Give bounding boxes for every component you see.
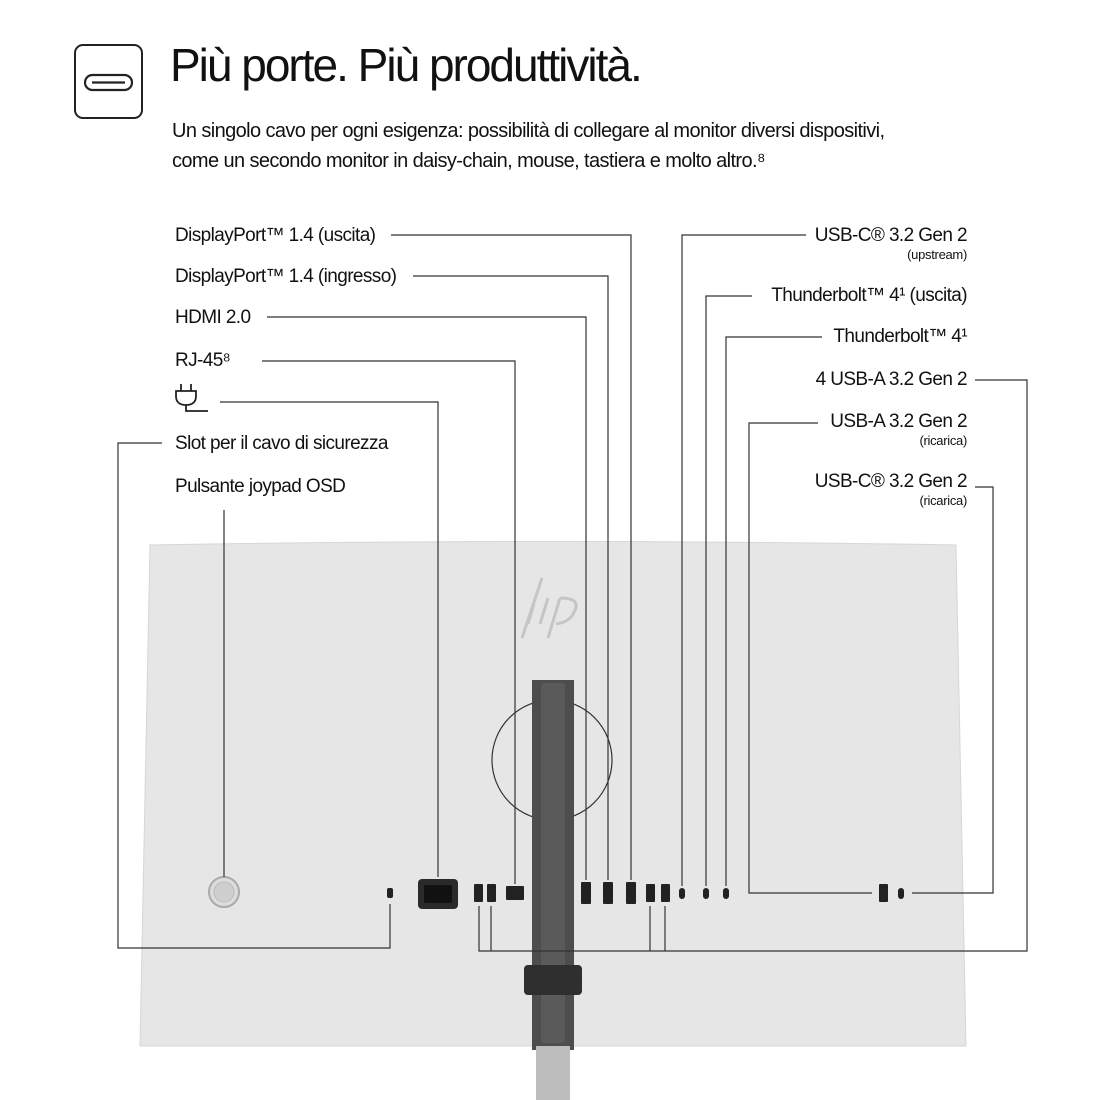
tb4-port xyxy=(723,888,729,899)
monitor-stand xyxy=(524,680,582,1100)
usb-a-port xyxy=(487,884,496,902)
label-rj45: RJ-45⁸ xyxy=(175,350,231,371)
label-dp-in: DisplayPort™ 1.4 (ingresso) xyxy=(175,266,397,287)
page-title: Più porte. Più produttività. xyxy=(170,39,641,91)
dp-out-port xyxy=(626,882,636,904)
tb4-out-port xyxy=(703,888,709,899)
usb-a-charge-port xyxy=(879,884,888,902)
label-usbc-charge-note: (ricarica) xyxy=(919,493,967,508)
label-usba4: 4 USB-A 3.2 Gen 2 xyxy=(815,369,967,390)
security-slot xyxy=(387,888,393,898)
dp-in-port xyxy=(603,882,613,904)
label-tb4-out: Thunderbolt™ 4¹ (uscita) xyxy=(771,285,967,306)
label-security-slot: Slot per il cavo di sicurezza xyxy=(175,433,388,454)
subtitle-line-2: come un secondo monitor in daisy-chain, mouse, tastiera e molto altro.⁸ xyxy=(172,150,765,172)
power-plug-icon xyxy=(172,382,212,416)
usb-c-port xyxy=(679,888,685,899)
label-usba-charge-note: (ricarica) xyxy=(919,433,967,448)
label-joypad: Pulsante joypad OSD xyxy=(175,476,346,497)
label-usbc-up-note: (upstream) xyxy=(907,247,967,262)
subtitle-line-1: Un singolo cavo per ogni esigenza: possibilità di collegare al monitor diversi dispositivi, xyxy=(172,120,885,142)
label-hdmi: HDMI 2.0 xyxy=(175,307,251,328)
label-usbc-charge: USB-C® 3.2 Gen 2 xyxy=(814,471,967,492)
rj45-port xyxy=(506,886,524,900)
label-usba-charge: USB-A 3.2 Gen 2 xyxy=(830,411,967,432)
usb-c-charge-port xyxy=(898,888,904,899)
usb-a-port xyxy=(661,884,670,902)
hdmi-port xyxy=(581,882,591,904)
usb-a-port xyxy=(646,884,655,902)
label-usbc-up: USB-C® 3.2 Gen 2 xyxy=(814,225,967,246)
label-tb4: Thunderbolt™ 4¹ xyxy=(833,326,967,347)
label-dp-out: DisplayPort™ 1.4 (uscita) xyxy=(175,225,376,246)
usb-a-port xyxy=(474,884,483,902)
